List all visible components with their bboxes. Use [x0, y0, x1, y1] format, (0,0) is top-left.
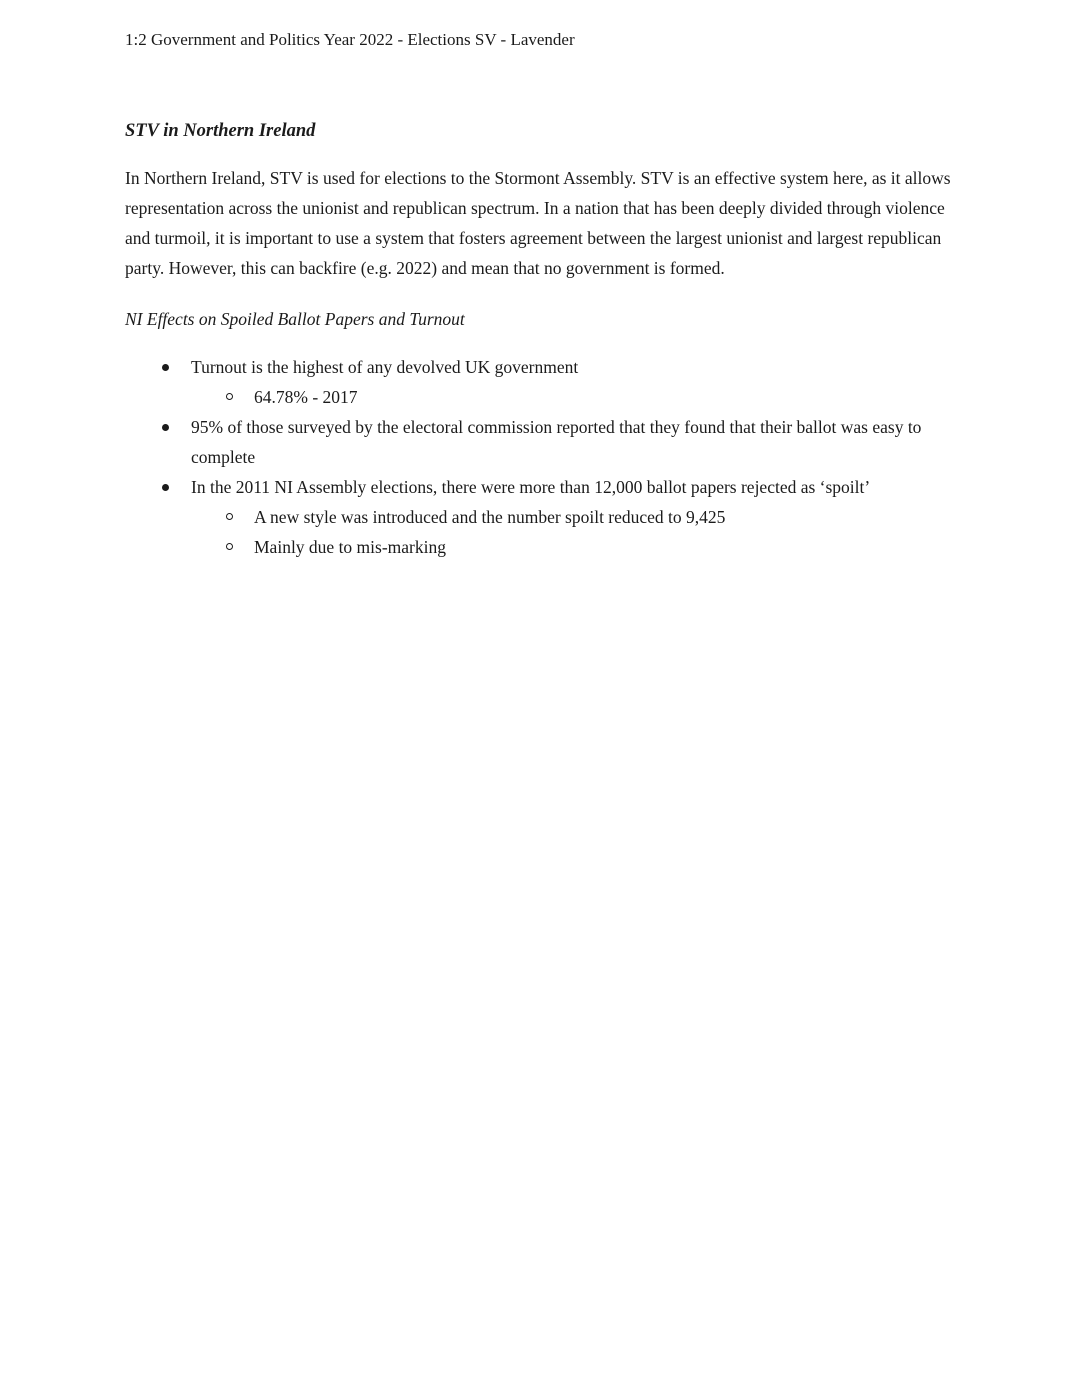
sub-bullet-item: [125, 382, 955, 412]
bullet-item: [125, 472, 955, 502]
bullet-circle-icon: [226, 513, 233, 520]
sub-bullet-text: A new style was introduced and the number spoilt reduced to 9,425: [254, 507, 726, 527]
bullet-text: 95% of those surveyed by the electoral commission reported that they found that their ballot was easy to complete: [191, 417, 922, 467]
sub-bullet-text: 64.78% - 2017: [254, 387, 358, 407]
bullet-text: Turnout is the highest of any devolved UK government: [191, 357, 579, 377]
sub-bullet-item: [125, 502, 955, 532]
document-content: [0, 0, 1080, 562]
bullet-disc-icon: [162, 484, 169, 491]
sub-bullet-text: Mainly due to mis-marking: [254, 537, 446, 557]
document-title-header: 1:2 Government and Politics Year 2022 - Elections SV - Lavender: [125, 30, 575, 49]
bullet-item: [125, 412, 955, 472]
bullet-circle-icon: [226, 393, 233, 400]
subsection-heading: NI Effects on Spoiled Ballot Papers and Turnout: [125, 309, 465, 329]
bullet-disc-icon: [162, 424, 169, 431]
bullet-item: [125, 352, 955, 382]
bullet-disc-icon: [162, 364, 169, 371]
section-heading: STV in Northern Ireland: [125, 121, 316, 141]
bullet-circle-icon: [226, 543, 233, 550]
bullet-list: [125, 352, 955, 562]
body-paragraph: In Northern Ireland, STV is used for elections to the Stormont Assembly. STV is an effective system here, as it allows representation across the unionist and republican spectrum. In a nation that has been deeply divided through violence and turmoil, it is important to use a system that fosters agreement between the largest unionist and largest republican party. However, this can backfire (e.g. 2022) and mean that no government is formed.: [125, 168, 951, 278]
bullet-text: In the 2011 NI Assembly elections, there were more than 12,000 ballot papers rejected as ‘spoilt’: [191, 477, 871, 497]
sub-bullet-item: [125, 532, 955, 562]
